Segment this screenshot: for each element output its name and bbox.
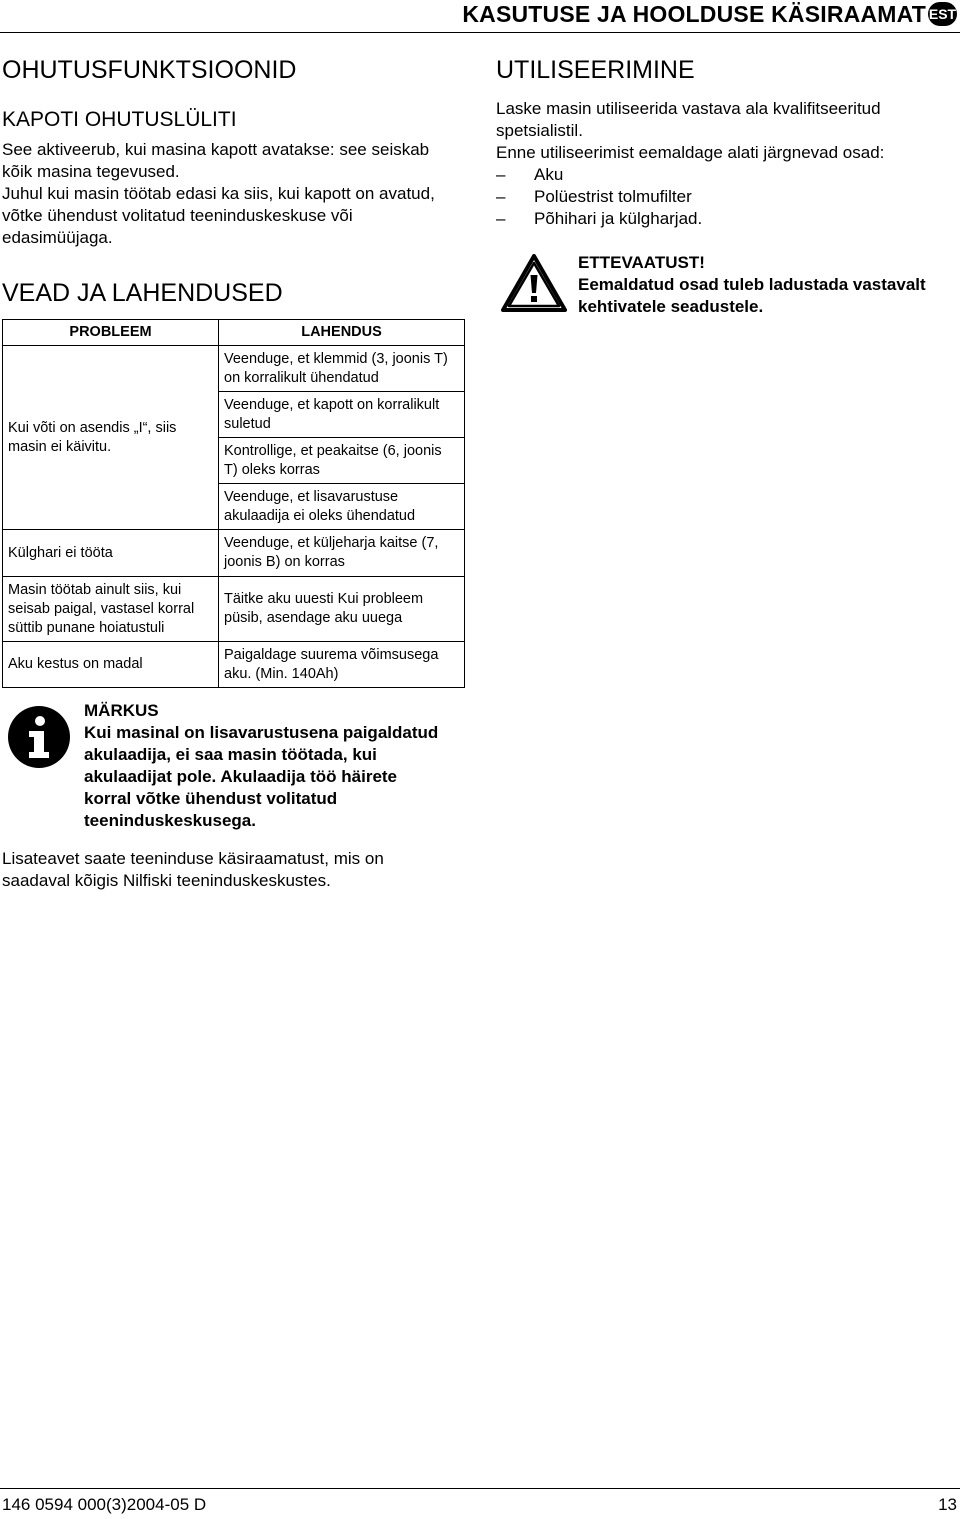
solution-line: joonis B) on korras xyxy=(224,554,345,570)
page-number: 13 xyxy=(938,1495,957,1514)
language-badge: EST xyxy=(928,2,957,26)
hood-switch-line: edasimüüjaga. xyxy=(2,228,113,247)
note-line: teeninduskeskusega. xyxy=(84,811,256,830)
solution-line: suletud xyxy=(224,415,271,432)
disposal-line: Enne utiliseerimist eemaldage alati järgnevad osad: xyxy=(496,143,885,162)
solution-cell xyxy=(219,484,465,530)
note-line: akulaadija, ei saa masin töötada, kui xyxy=(84,745,377,764)
dash-bullet: – xyxy=(496,209,506,228)
problem-cell xyxy=(3,530,219,577)
disposal-text xyxy=(496,98,956,230)
disposal-line: spetsialistil. xyxy=(496,121,583,140)
solution-cell xyxy=(219,438,465,484)
footer-rule xyxy=(0,1488,960,1489)
problem-line: masin ei käivitu. xyxy=(8,438,112,455)
solution-line: on korralikult ühendatud xyxy=(224,369,379,386)
hood-switch-line: võtke ühendust volitatud teeninduskeskuse või xyxy=(2,206,353,225)
list-item xyxy=(496,186,956,208)
solution-line: akulaadija ei oleks ühendatud xyxy=(224,507,416,524)
warning-block xyxy=(578,252,958,318)
list-item-text: Polüestrist tolmufilter xyxy=(534,187,692,206)
table-header-row xyxy=(3,320,465,346)
note-line: korral võtke ühendust volitatud xyxy=(84,789,338,808)
faults-table xyxy=(2,319,465,688)
document-code: 146 0594 000(3)2004-05 D xyxy=(2,1495,207,1514)
list-item-text: Põhihari ja külgharjad. xyxy=(534,209,703,228)
warning-triangle-icon xyxy=(501,254,567,312)
hood-switch-title: KAPOTI OHUTUSLÜLITI xyxy=(2,108,237,131)
info-icon xyxy=(7,705,71,769)
dash-bullet: – xyxy=(496,187,506,206)
list-item xyxy=(496,164,956,186)
problem-cell xyxy=(3,346,219,530)
more-info-line: saadaval kõigis Nilfiski teeninduskeskustes. xyxy=(2,871,331,890)
solution-line: Täitke aku uuesti Kui probleem xyxy=(224,591,424,607)
solution-line: aku. (Min. 140Ah) xyxy=(224,665,339,682)
list-item xyxy=(496,208,956,230)
disposal-title: UTILISEERIMINE xyxy=(496,56,695,84)
solution-line: Veenduge, et lisavarustuse xyxy=(224,488,399,505)
solution-line: Paigaldage suurema võimsusega xyxy=(224,646,439,663)
solution-cell xyxy=(219,577,465,642)
problem-cell xyxy=(3,577,219,642)
table-row xyxy=(3,346,465,392)
disposal-line: Laske masin utiliseerida vastava ala kvalifitseeritud xyxy=(496,99,881,118)
warning-line: kehtivatele seadustele. xyxy=(578,297,764,316)
solution-line: T) oleks korras xyxy=(224,461,320,478)
hood-switch-line: kõik masina tegevused. xyxy=(2,162,180,181)
column-header-problem: PROBLEEM xyxy=(3,320,219,346)
more-info-line: Lisateavet saate teeninduse käsiraamatust, mis on xyxy=(2,849,384,868)
problem-line: Kui võti on asendis „I“, siis xyxy=(8,419,177,436)
parts-list xyxy=(496,164,956,230)
solution-line: püsib, asendage aku uuega xyxy=(224,610,403,626)
solution-cell xyxy=(219,346,465,392)
note-line: akulaadijat pole. Akulaadija töö häirete xyxy=(84,767,398,786)
column-header-solution: LAHENDUS xyxy=(219,320,465,346)
hood-switch-line: Juhul kui masin töötab edasi ka siis, kui kapott on avatud, xyxy=(2,184,435,203)
problem-cell xyxy=(3,642,219,688)
table-row xyxy=(3,530,465,577)
dash-bullet: – xyxy=(496,165,506,184)
problem-line: Aku kestus on madal xyxy=(8,656,143,672)
more-info-text xyxy=(2,848,472,892)
note-block xyxy=(84,700,484,832)
note-line: Kui masinal on lisavarustusena paigaldatud xyxy=(84,723,439,742)
warning-label: ETTEVAATUST! xyxy=(578,253,705,272)
problem-line: süttib punane hoiatustuli xyxy=(8,619,165,636)
problem-line: seisab paigal, vastasel korral xyxy=(8,600,195,617)
problem-line: Masin töötab ainult siis, kui xyxy=(8,581,182,598)
hood-switch-line: See aktiveerub, kui masina kapott avatakse: see seiskab xyxy=(2,140,430,159)
solution-line: Veenduge, et kapott on korralikult xyxy=(224,396,440,413)
solution-cell xyxy=(219,642,465,688)
note-label: MÄRKUS xyxy=(84,701,159,720)
table-row xyxy=(3,642,465,688)
list-item-text: Aku xyxy=(534,165,564,184)
solution-line: Veenduge, et küljeharja kaitse (7, xyxy=(224,535,439,551)
solution-line: Kontrollige, et peakaitse (6, joonis xyxy=(224,442,442,459)
header-title: KASUTUSE JA HOOLDUSE KÄSIRAAMAT xyxy=(462,1,926,27)
solution-line: Veenduge, et klemmid (3, joonis T) xyxy=(224,350,448,367)
solution-cell xyxy=(219,530,465,577)
table-row xyxy=(3,577,465,642)
faults-title: VEAD JA LAHENDUSED xyxy=(2,279,283,307)
solution-cell xyxy=(219,392,465,438)
safety-functions-title: OHUTUSFUNKTSIOONID xyxy=(2,56,297,84)
warning-line: Eemaldatud osad tuleb ladustada vastavalt xyxy=(578,275,926,294)
hood-switch-text xyxy=(2,139,472,249)
header-rule xyxy=(0,32,960,33)
problem-line: Külghari ei tööta xyxy=(8,544,113,561)
